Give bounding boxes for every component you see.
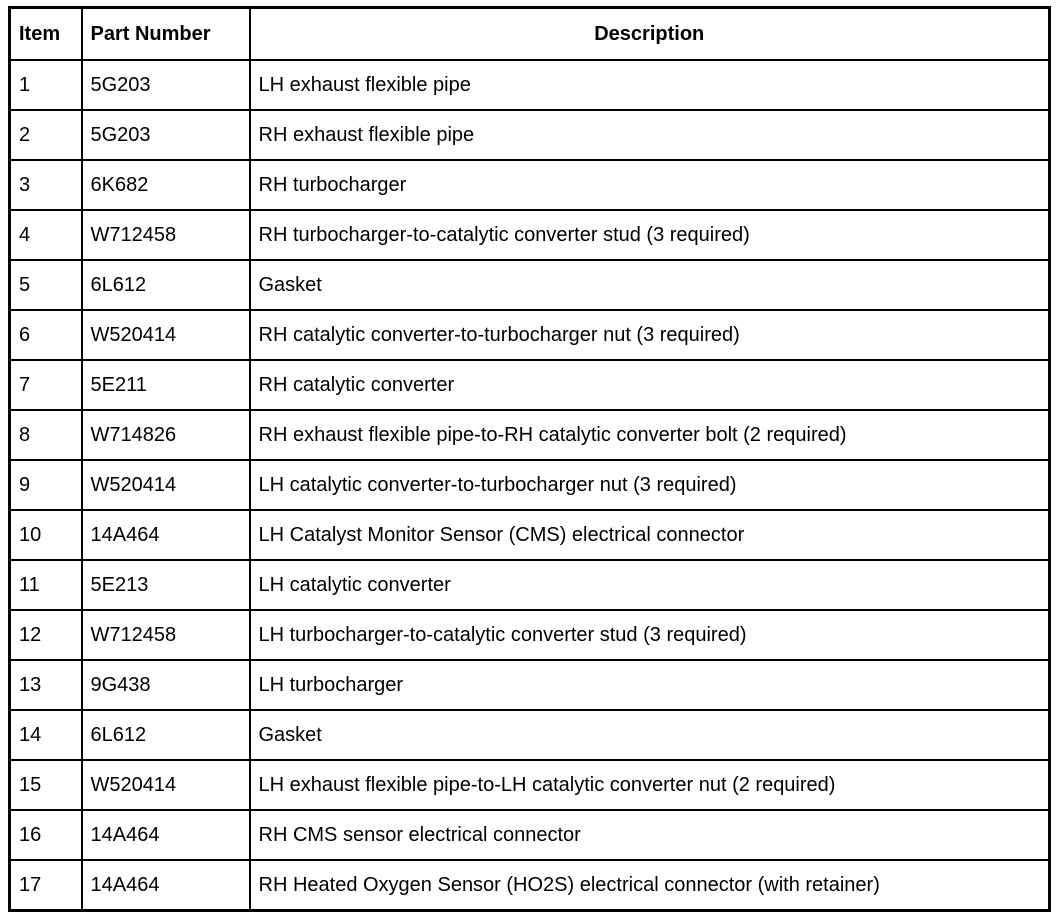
cell-item: 8	[10, 410, 82, 460]
cell-item: 13	[10, 660, 82, 710]
table-header-row	[10, 8, 1050, 61]
cell-item: 4	[10, 210, 82, 260]
cell-description: LH catalytic converter-to-turbocharger nut (3 required)	[250, 460, 1050, 510]
cell-description: RH exhaust flexible pipe-to-RH catalytic converter bolt (2 required)	[250, 410, 1050, 460]
table-row	[10, 210, 1050, 260]
table-row	[10, 710, 1050, 760]
cell-description: RH catalytic converter-to-turbocharger nut (3 required)	[250, 310, 1050, 360]
cell-part-number: W714826	[82, 410, 250, 460]
cell-part-number: 5G203	[82, 60, 250, 110]
cell-item: 7	[10, 360, 82, 410]
cell-description: RH catalytic converter	[250, 360, 1050, 410]
column-header-part-number: Part Number	[82, 8, 250, 61]
cell-part-number: 9G438	[82, 660, 250, 710]
table-row	[10, 110, 1050, 160]
cell-part-number: 5G203	[82, 110, 250, 160]
table-row	[10, 160, 1050, 210]
parts-table	[8, 6, 1051, 912]
cell-description: LH turbocharger	[250, 660, 1050, 710]
cell-description: Gasket	[250, 710, 1050, 760]
cell-part-number: 14A464	[82, 510, 250, 560]
cell-description: LH Catalyst Monitor Sensor (CMS) electrical connector	[250, 510, 1050, 560]
table-row	[10, 460, 1050, 510]
cell-description: LH turbocharger-to-catalytic converter stud (3 required)	[250, 610, 1050, 660]
table-row	[10, 260, 1050, 310]
cell-part-number: W712458	[82, 210, 250, 260]
table-row	[10, 660, 1050, 710]
cell-description: LH catalytic converter	[250, 560, 1050, 610]
table-row	[10, 360, 1050, 410]
cell-description: RH turbocharger	[250, 160, 1050, 210]
cell-item: 2	[10, 110, 82, 160]
table-row	[10, 60, 1050, 110]
table-row	[10, 510, 1050, 560]
cell-part-number: W712458	[82, 610, 250, 660]
column-header-item: Item	[10, 8, 82, 61]
table-row	[10, 860, 1050, 911]
cell-description: LH exhaust flexible pipe-to-LH catalytic converter nut (2 required)	[250, 760, 1050, 810]
cell-description: RH CMS sensor electrical connector	[250, 810, 1050, 860]
cell-part-number: 5E211	[82, 360, 250, 410]
table-row	[10, 610, 1050, 660]
cell-item: 14	[10, 710, 82, 760]
cell-item: 3	[10, 160, 82, 210]
cell-part-number: 6K682	[82, 160, 250, 210]
table-row	[10, 810, 1050, 860]
cell-part-number: W520414	[82, 460, 250, 510]
cell-part-number: 14A464	[82, 810, 250, 860]
cell-part-number: 6L612	[82, 260, 250, 310]
cell-item: 17	[10, 860, 82, 911]
column-header-description: Description	[250, 8, 1050, 61]
cell-item: 6	[10, 310, 82, 360]
cell-item: 5	[10, 260, 82, 310]
cell-item: 1	[10, 60, 82, 110]
cell-part-number: W520414	[82, 310, 250, 360]
cell-description: RH exhaust flexible pipe	[250, 110, 1050, 160]
table-row	[10, 560, 1050, 610]
cell-description: Gasket	[250, 260, 1050, 310]
table-row	[10, 760, 1050, 810]
cell-item: 10	[10, 510, 82, 560]
cell-item: 11	[10, 560, 82, 610]
cell-description: LH exhaust flexible pipe	[250, 60, 1050, 110]
cell-part-number: 5E213	[82, 560, 250, 610]
cell-part-number: 14A464	[82, 860, 250, 911]
cell-part-number: W520414	[82, 760, 250, 810]
table-header	[10, 8, 1050, 61]
table-body	[10, 60, 1050, 911]
cell-item: 9	[10, 460, 82, 510]
cell-part-number: 6L612	[82, 710, 250, 760]
table-row	[10, 310, 1050, 360]
table-row	[10, 410, 1050, 460]
cell-description: RH turbocharger-to-catalytic converter stud (3 required)	[250, 210, 1050, 260]
cell-item: 12	[10, 610, 82, 660]
cell-description: RH Heated Oxygen Sensor (HO2S) electrical connector (with retainer)	[250, 860, 1050, 911]
cell-item: 15	[10, 760, 82, 810]
cell-item: 16	[10, 810, 82, 860]
